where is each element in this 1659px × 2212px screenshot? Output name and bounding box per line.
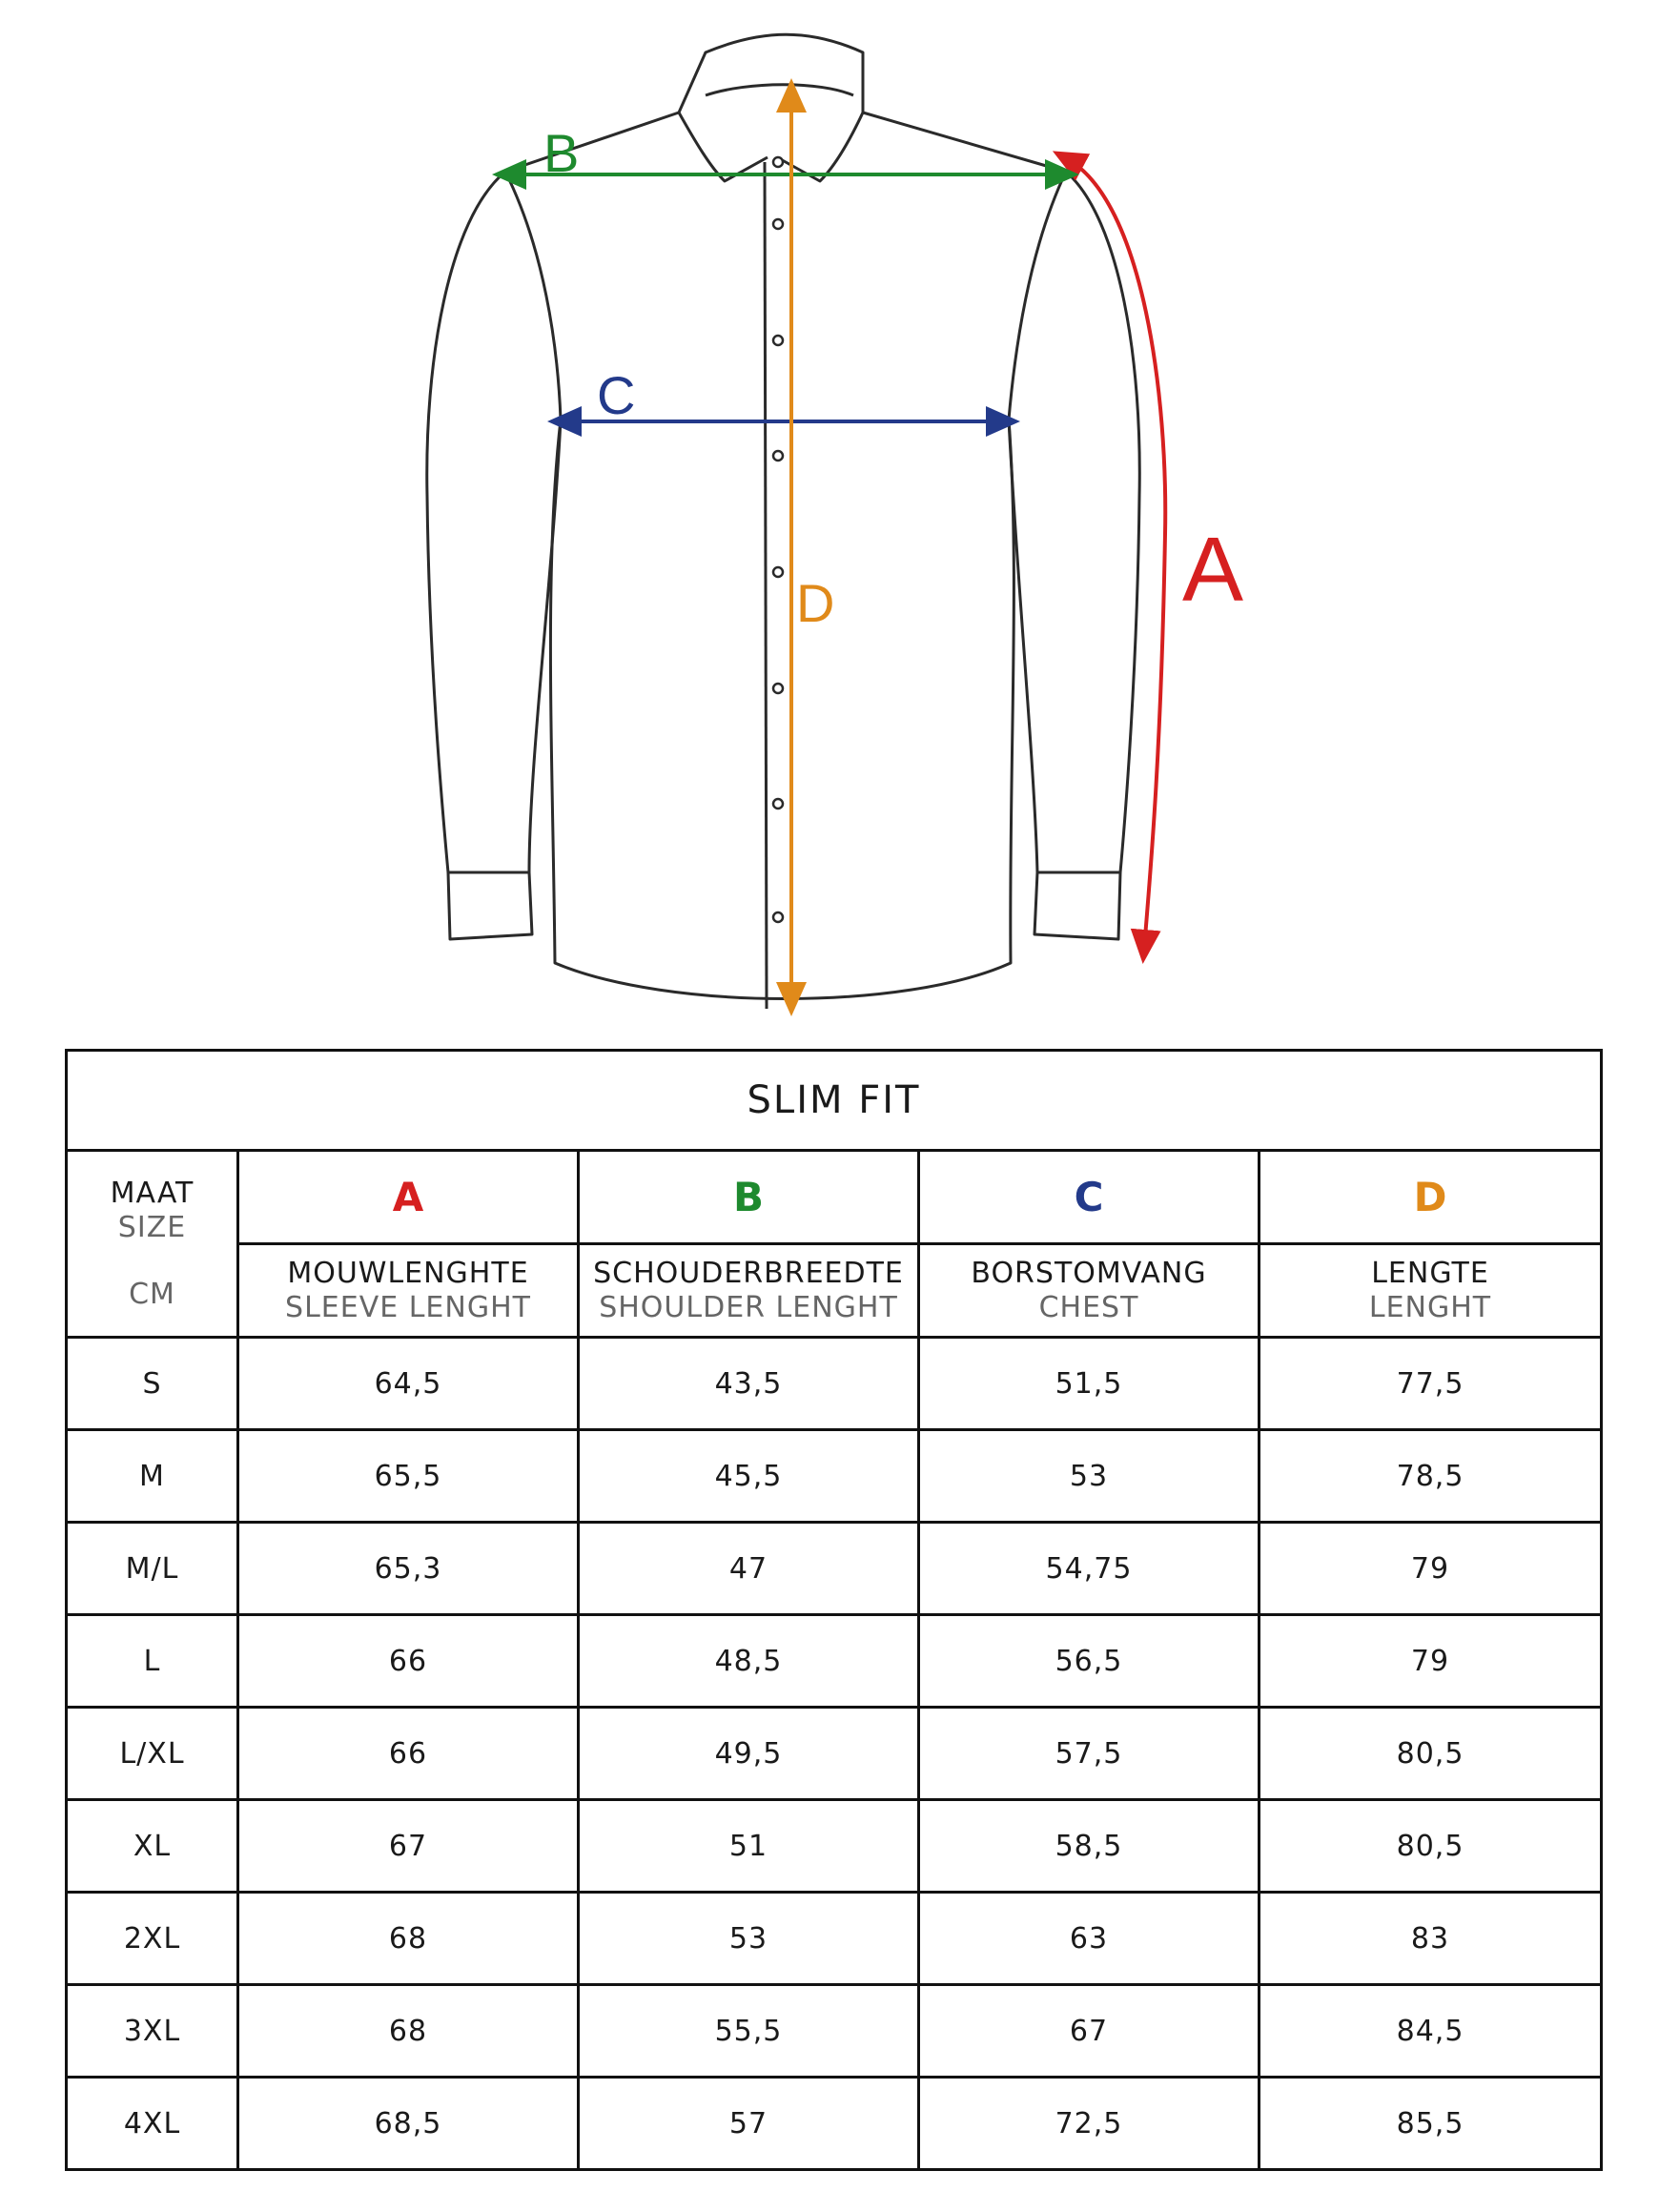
size-cell: 2XL <box>67 1893 238 1985</box>
column-header-en: SLEEVE LENGHT <box>285 1290 531 1324</box>
measurement-cell: 53 <box>919 1430 1260 1523</box>
table-title: SLIM FIT <box>67 1051 1602 1151</box>
table-row <box>67 1523 1602 1615</box>
table-title-row <box>67 1051 1602 1151</box>
column-header-chest <box>919 1244 1260 1338</box>
column-letter-c <box>919 1151 1260 1244</box>
measurement-cell: 57 <box>579 2078 919 2170</box>
size-header-cm: CM <box>129 1277 175 1311</box>
size-cell: XL <box>67 1800 238 1893</box>
column-header-en: CHEST <box>1038 1290 1139 1324</box>
measurement-cell: 43,5 <box>579 1338 919 1430</box>
measurement-cell: 65,3 <box>238 1523 579 1615</box>
table-row <box>67 1893 1602 1985</box>
marker-label-b: B <box>543 123 580 183</box>
column-header-en: SHOULDER LENGHT <box>599 1290 898 1324</box>
size-cell: M <box>67 1430 238 1523</box>
measurement-cell: 49,5 <box>579 1708 919 1800</box>
column-header-nl: LENGTE <box>1371 1256 1489 1290</box>
size-cell: L <box>67 1615 238 1708</box>
size-cell: M/L <box>67 1523 238 1615</box>
marker-label-d: D <box>796 573 835 633</box>
marker-label-c: C <box>597 365 636 425</box>
size-cell: L/XL <box>67 1708 238 1800</box>
size-header-size: SIZE <box>117 1210 187 1244</box>
measurement-cell: 63 <box>919 1893 1260 1985</box>
measurement-cell: 67 <box>919 1985 1260 2078</box>
measurement-cell: 45,5 <box>579 1430 919 1523</box>
measurement-cell: 66 <box>238 1708 579 1800</box>
size-cell: S <box>67 1338 238 1430</box>
measurement-cell: 80,5 <box>1260 1800 1602 1893</box>
table-row <box>67 1615 1602 1708</box>
size-cell: 4XL <box>67 2078 238 2170</box>
measurement-cell: 77,5 <box>1260 1338 1602 1430</box>
column-letter: D <box>1413 1174 1447 1220</box>
column-letter-a <box>238 1151 579 1244</box>
measurement-cell: 58,5 <box>919 1800 1260 1893</box>
column-letter: A <box>392 1174 424 1220</box>
column-header-nl: SCHOUDERBREEDTE <box>593 1256 904 1290</box>
measurement-cell: 85,5 <box>1260 2078 1602 2170</box>
measurement-cell: 48,5 <box>579 1615 919 1708</box>
column-header-shoulder <box>579 1244 919 1338</box>
size-cell: 3XL <box>67 1985 238 2078</box>
column-header-en: LENGHT <box>1368 1290 1492 1324</box>
table-row <box>67 1708 1602 1800</box>
buttons <box>773 157 783 922</box>
measurement-cell: 72,5 <box>919 2078 1260 2170</box>
measurement-cell: 68,5 <box>238 2078 579 2170</box>
measurement-cell: 53 <box>579 1893 919 1985</box>
size-table <box>65 1049 1603 2171</box>
measurement-cell: 79 <box>1260 1523 1602 1615</box>
column-letter-row <box>67 1151 1602 1244</box>
column-header-length <box>1260 1244 1602 1338</box>
measurement-cell: 66 <box>238 1615 579 1708</box>
table-row <box>67 1800 1602 1893</box>
measurement-cell: 56,5 <box>919 1615 1260 1708</box>
column-header-row <box>67 1244 1602 1338</box>
table-row <box>67 2078 1602 2170</box>
column-header-nl: MOUWLENGHTE <box>287 1256 529 1290</box>
measurement-cell: 68 <box>238 1985 579 2078</box>
table-row <box>67 1338 1602 1430</box>
measurement-cell: 83 <box>1260 1893 1602 1985</box>
measurement-cell: 68 <box>238 1893 579 1985</box>
measurement-cell: 65,5 <box>238 1430 579 1523</box>
shirt-diagram <box>0 0 1659 1039</box>
measure-line-a <box>1066 158 1165 949</box>
measurement-cell: 47 <box>579 1523 919 1615</box>
measurement-cell: 79 <box>1260 1615 1602 1708</box>
measurement-cell: 80,5 <box>1260 1708 1602 1800</box>
column-letter-d <box>1260 1151 1602 1244</box>
column-header-nl: BORSTOMVANG <box>971 1256 1207 1290</box>
measurement-cell: 51 <box>579 1800 919 1893</box>
column-letter-b <box>579 1151 919 1244</box>
measurement-cell: 84,5 <box>1260 1985 1602 2078</box>
column-letter: B <box>732 1174 764 1220</box>
measurement-cell: 51,5 <box>919 1338 1260 1430</box>
column-header-sleeve <box>238 1244 579 1338</box>
measurement-cell: 55,5 <box>579 1985 919 2078</box>
measurement-cell: 67 <box>238 1800 579 1893</box>
shirt-outline <box>427 34 1139 1009</box>
marker-label-a: A <box>1182 519 1244 621</box>
table-row <box>67 1985 1602 2078</box>
table-row <box>67 1430 1602 1523</box>
measurement-cell: 78,5 <box>1260 1430 1602 1523</box>
measurement-cell: 54,75 <box>919 1523 1260 1615</box>
column-letter: C <box>1074 1174 1104 1220</box>
size-header-maat: MAAT <box>110 1176 195 1210</box>
measurement-cell: 64,5 <box>238 1338 579 1430</box>
measurement-cell: 57,5 <box>919 1708 1260 1800</box>
size-header-cell <box>67 1151 238 1338</box>
